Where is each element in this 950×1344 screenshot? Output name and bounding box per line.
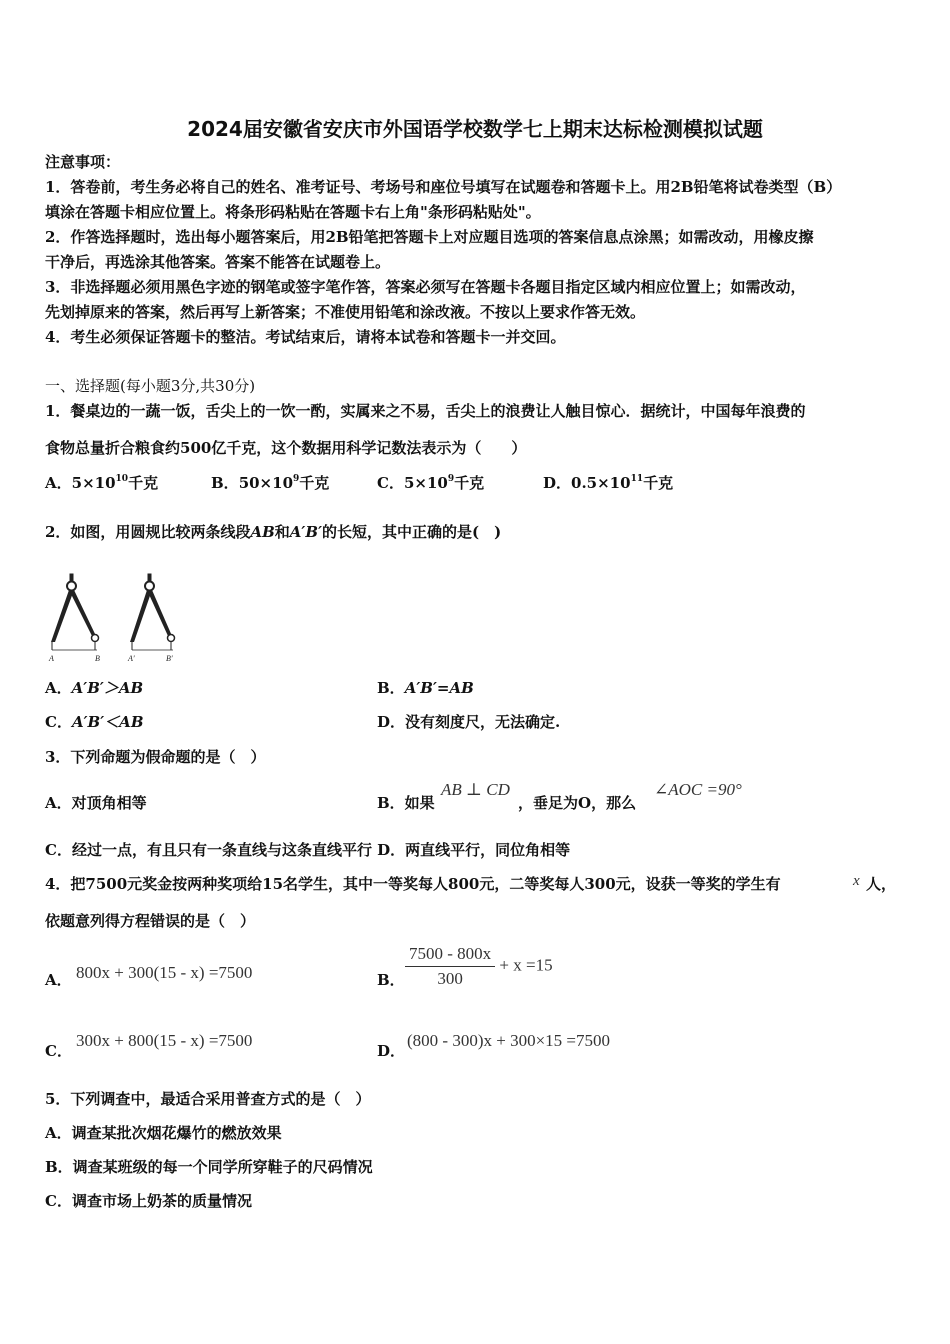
math-perpendicular: AB ⊥ CD <box>441 780 510 799</box>
question-stem: 食物总量折合粮食约500亿千克，这个数据用科学记数法表示为（ ） <box>45 439 527 457</box>
option-c-d: C．经过一点，有且只有一条直线与这条直线平行 D．两直线平行，同位角相等 <box>45 841 571 859</box>
notice-heading: 注意事项： <box>45 153 121 171</box>
option-b: B．调查某班级的每一个同学所穿鞋子的尺码情况 <box>45 1158 373 1176</box>
compass-left <box>51 574 99 650</box>
option-c: C．A′B′＜AB <box>45 713 144 731</box>
notice-line: 4．考生必须保证答题卡的整洁。考试结束后，请将本试卷和答题卡一并交回。 <box>45 328 566 346</box>
point-a-label: A <box>49 654 54 663</box>
option-d: D．没有刻度尺，无法确定. <box>377 713 561 731</box>
question-stem: 依题意列得方程错误的是（ ） <box>45 912 256 930</box>
math-var: x <box>853 873 860 889</box>
option-b: B．A′B′=AB <box>377 679 474 697</box>
notice-line: 干净后，再选涂其他答案。答案不能答在试题卷上。 <box>45 253 391 271</box>
notice-line: 先划掉原来的答案，然后再写上新答案；不准使用铅笔和涂改液。不按以上要求作答无效。 <box>45 303 646 321</box>
notice-line: 填涂在答题卡相应位置上。将条形码粘贴在答题卡右上角"条形码粘贴处"。 <box>45 203 541 221</box>
option-a: A．调查某批次烟花爆竹的燃放效果 <box>45 1124 282 1142</box>
option-c: C．调查市场上奶茶的质量情况 <box>45 1192 252 1210</box>
option-b: B．$50\times 10^9$千克 <box>211 474 330 492</box>
point-b-prime-label: B′ <box>166 654 173 663</box>
question-stem: 3．下列命题为假命题的是（ ） <box>45 748 266 766</box>
option-a: A．$5\times 10^{10}$千克 <box>45 474 159 492</box>
equation-d: (800 - 300)x + 300×15 =7500 <box>407 1031 610 1050</box>
option-b-text: ，垂足为O，那么 <box>518 794 637 812</box>
question-stem: 5．下列调查中，最适合采用普查方式的是（ ） <box>45 1090 371 1108</box>
question-stem: 1．餐桌边的一蔬一饭，舌尖上的一饮一酌，实属来之不易，舌尖上的浪费让人触目惊心．据统计，中国每年浪费的 <box>45 402 806 420</box>
option-d-label: D． <box>377 1042 406 1060</box>
option-a: A．A′B′＞AB <box>45 679 144 697</box>
option-c-label: C． <box>45 1042 72 1060</box>
question-stem: 2．如图，用圆规比较两条线段AB和A′B′的长短，其中正确的是( ) <box>45 523 502 541</box>
point-a-prime-label: A′ <box>128 654 135 663</box>
notice-line: 1．答卷前，考生务必将自己的姓名、准考证号、考场号和座位号填写在试题卷和答题卡上。用2B铅笔将试卷类型（B） <box>45 178 842 196</box>
page-title: 2024届安徽省安庆市外国语学校数学七上期末达标检测模拟试题 <box>187 117 763 141</box>
compass-right <box>130 574 175 650</box>
point-b-label: B <box>95 654 100 663</box>
equation-a: 800x + 300(15 - x) =7500 <box>76 963 253 982</box>
option-c: C．$5\times 10^9$千克 <box>377 474 485 492</box>
compass-figure <box>40 570 190 665</box>
option-a-label: A． <box>45 971 72 989</box>
question-stem-end: 人， <box>866 875 897 893</box>
option-a: A．对顶角相等 <box>45 794 147 812</box>
option-d: D．$0.5\times 10^{11}$千克 <box>543 474 674 492</box>
notice-line: 2．作答选择题时，选出每小题答案后，用2B铅笔把答题卡上对应题目选项的答案信息点涂黑；如需改动，用橡皮擦 <box>45 228 814 246</box>
equation-b: $\frac{7500 - 800x}{300}$ + x =15 <box>405 944 553 989</box>
option-b: B．如果 <box>377 794 435 812</box>
question-stem: 4．把7500元奖金按两种奖项给15名学生，其中一等奖每人800元，二等奖每人300元，设获一等奖的学生有 <box>45 875 781 893</box>
equation-c: 300x + 800(15 - x) =7500 <box>76 1031 253 1050</box>
section-heading: 一、选择题(每小题3分,共30分) <box>45 377 256 395</box>
option-b-label: B． <box>377 971 405 989</box>
notice-line: 3．非选择题必须用黑色字迹的钢笔或签字笔作答，答案必须写在答题卡各题目指定区域内相应位置上；如需改动， <box>45 278 806 296</box>
math-angle: ∠AOC =90° <box>654 780 742 799</box>
